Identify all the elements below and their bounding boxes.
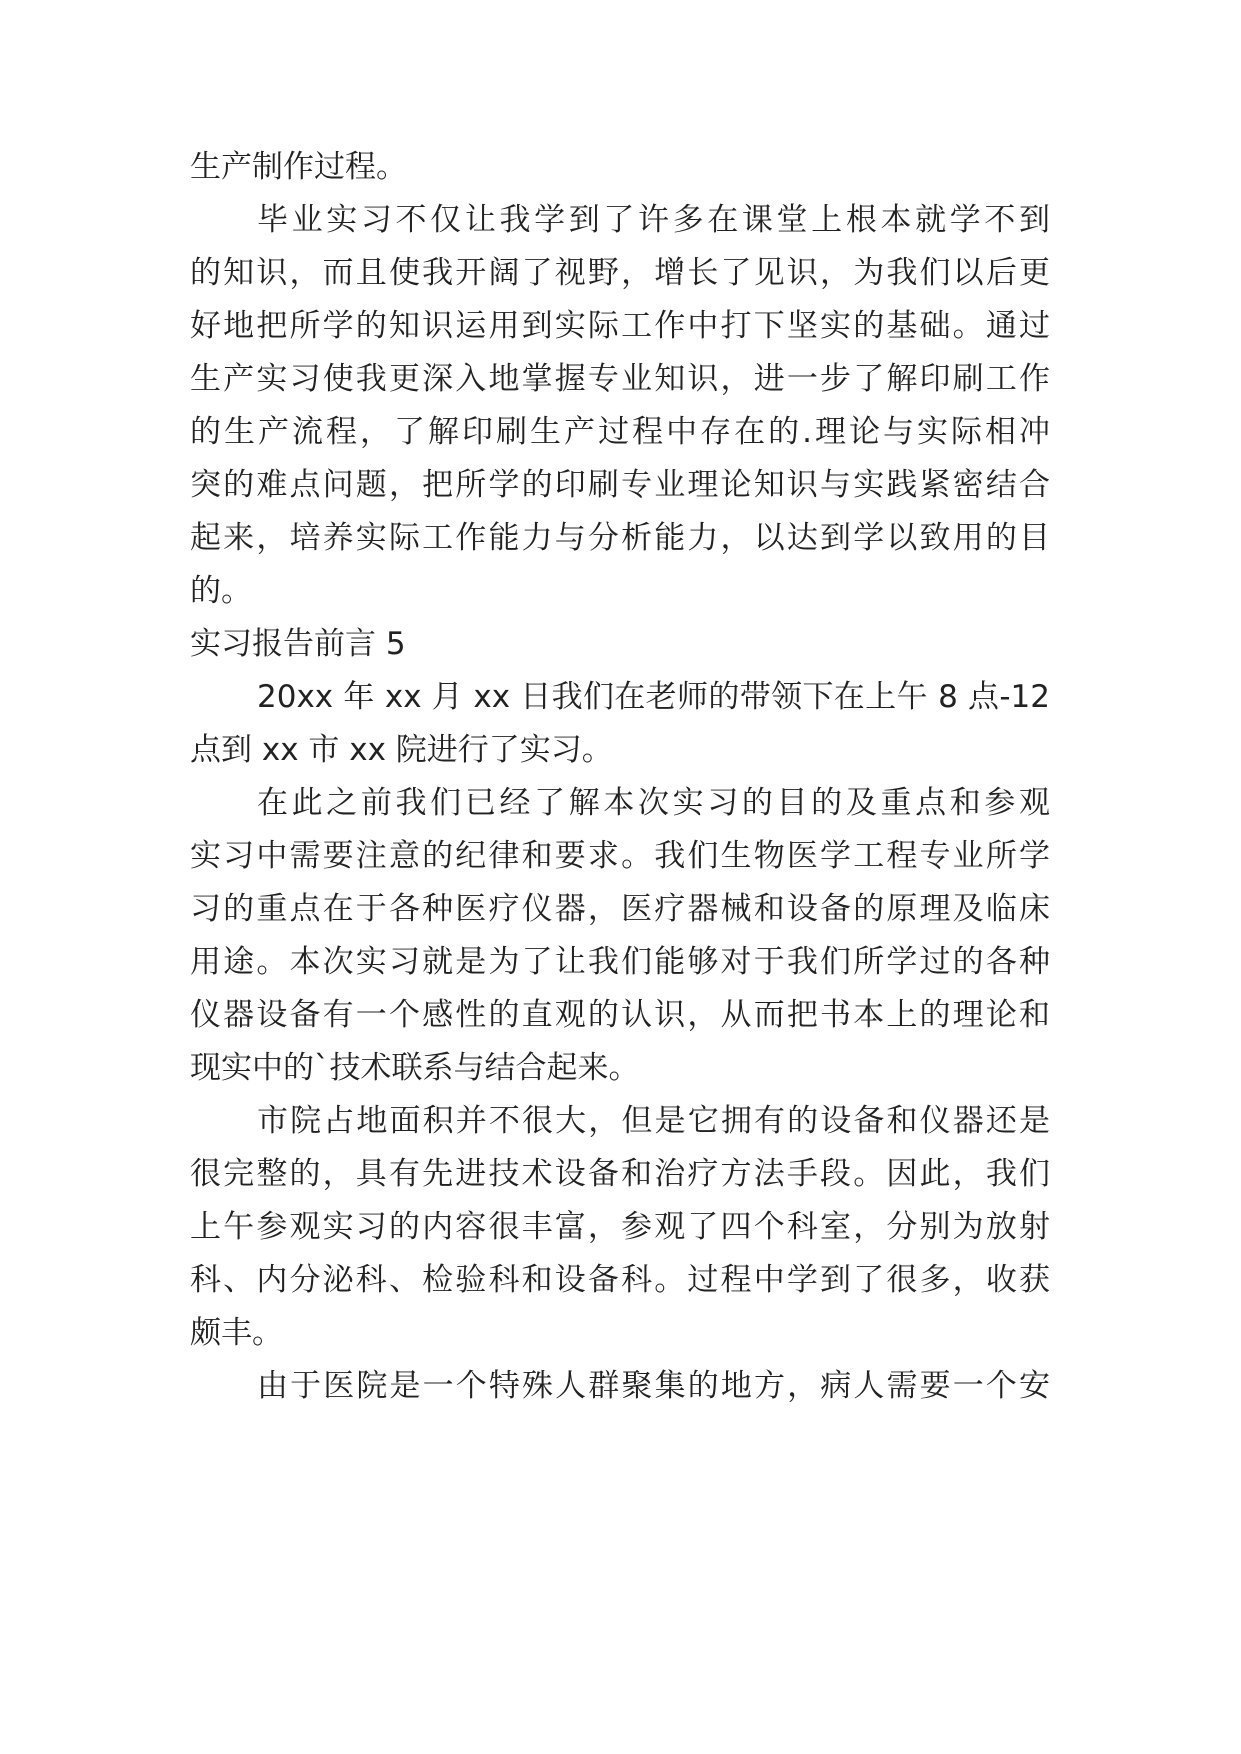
text-line: [190, 667, 1117, 727]
text-line-content: 起来，培养实际工作能力与分析能力，以达到学以致用的目: [190, 520, 1050, 556]
text-line: [190, 1038, 1050, 1098]
text-line-content: 实习中需要注意的纪律和要求。我们生物医学工程专业所学: [190, 838, 1050, 874]
text-line: [190, 1144, 1050, 1204]
text-line-content: 的知识，而且使我开阔了视野，增长了见识，为我们以后更: [190, 255, 1050, 291]
text-line: [190, 137, 1050, 197]
text-line: [190, 349, 1050, 409]
text-line-content: 生产实习使我更深入地掌握专业知识，进一步了解印刷工作: [190, 361, 1050, 397]
text-line-content: 很完整的，具有先进技术设备和治疗方法手段。因此，我们: [190, 1156, 1050, 1192]
text-line: [190, 1303, 1050, 1363]
text-line: [190, 1197, 1050, 1257]
text-line-content: 市院占地面积并不很大，但是它拥有的设备和仪器还是: [257, 1103, 1050, 1139]
text-line: [190, 1091, 1117, 1151]
text-line: [190, 190, 1117, 250]
text-line-content: 由于医院是一个特殊人群聚集的地方，病人需要一个安: [257, 1368, 1050, 1404]
section-heading-text: 实习报告前言 5: [190, 626, 406, 662]
section-heading: [190, 614, 1050, 674]
text-line: [190, 455, 1050, 515]
text-line: [190, 932, 1050, 992]
text-line-content: 颇丰。: [190, 1315, 283, 1351]
text-line-content: 现实中的`技术联系与结合起来。: [190, 1050, 640, 1086]
text-line: [190, 1250, 1050, 1310]
text-line: [190, 879, 1050, 939]
text-line-content: 突的难点问题，把所学的印刷专业理论知识与实践紧密结合: [190, 467, 1050, 503]
text-line-content: 的。: [190, 573, 252, 609]
text-line-content: 20xx 年 xx 月 xx 日我们在老师的带领下在上午 8 点-12: [257, 679, 1050, 715]
text-line-content: 习的重点在于各种医疗仪器，医疗器械和设备的原理及临床: [190, 891, 1050, 927]
text-line-content: 点到 xx 市 xx 院进行了实习。: [190, 732, 613, 768]
text-line: [190, 296, 1050, 356]
text-line: [190, 720, 1050, 780]
text-line-content: 上午参观实习的内容很丰富，参观了四个科室，分别为放射: [190, 1209, 1050, 1245]
text-line: [190, 826, 1050, 886]
text-line: [190, 561, 1050, 621]
text-line: [190, 1356, 1117, 1416]
text-line-content: 科、内分泌科、检验科和设备科。过程中学到了很多，收获: [190, 1262, 1050, 1298]
text-line: [190, 985, 1050, 1045]
text-line-content: 毕业实习不仅让我学到了许多在课堂上根本就学不到: [257, 202, 1050, 238]
text-line-content: 仪器设备有一个感性的直观的认识，从而把书本上的理论和: [190, 997, 1050, 1033]
text-line: [190, 402, 1050, 462]
text-line: [190, 773, 1117, 833]
text-line-content: 在此之前我们已经了解本次实习的目的及重点和参观: [257, 785, 1050, 821]
text-line: [190, 508, 1050, 568]
text-line: [190, 243, 1050, 303]
text-line-content: 的生产流程，了解印刷生产过程中存在的.理论与实际相冲: [190, 414, 1050, 450]
text-line-content: 用途。本次实习就是为了让我们能够对于我们所学过的各种: [190, 944, 1050, 980]
text-line-content: 生产制作过程。: [190, 149, 407, 185]
text-line-content: 好地把所学的知识运用到实际工作中打下坚实的基础。通过: [190, 308, 1050, 344]
